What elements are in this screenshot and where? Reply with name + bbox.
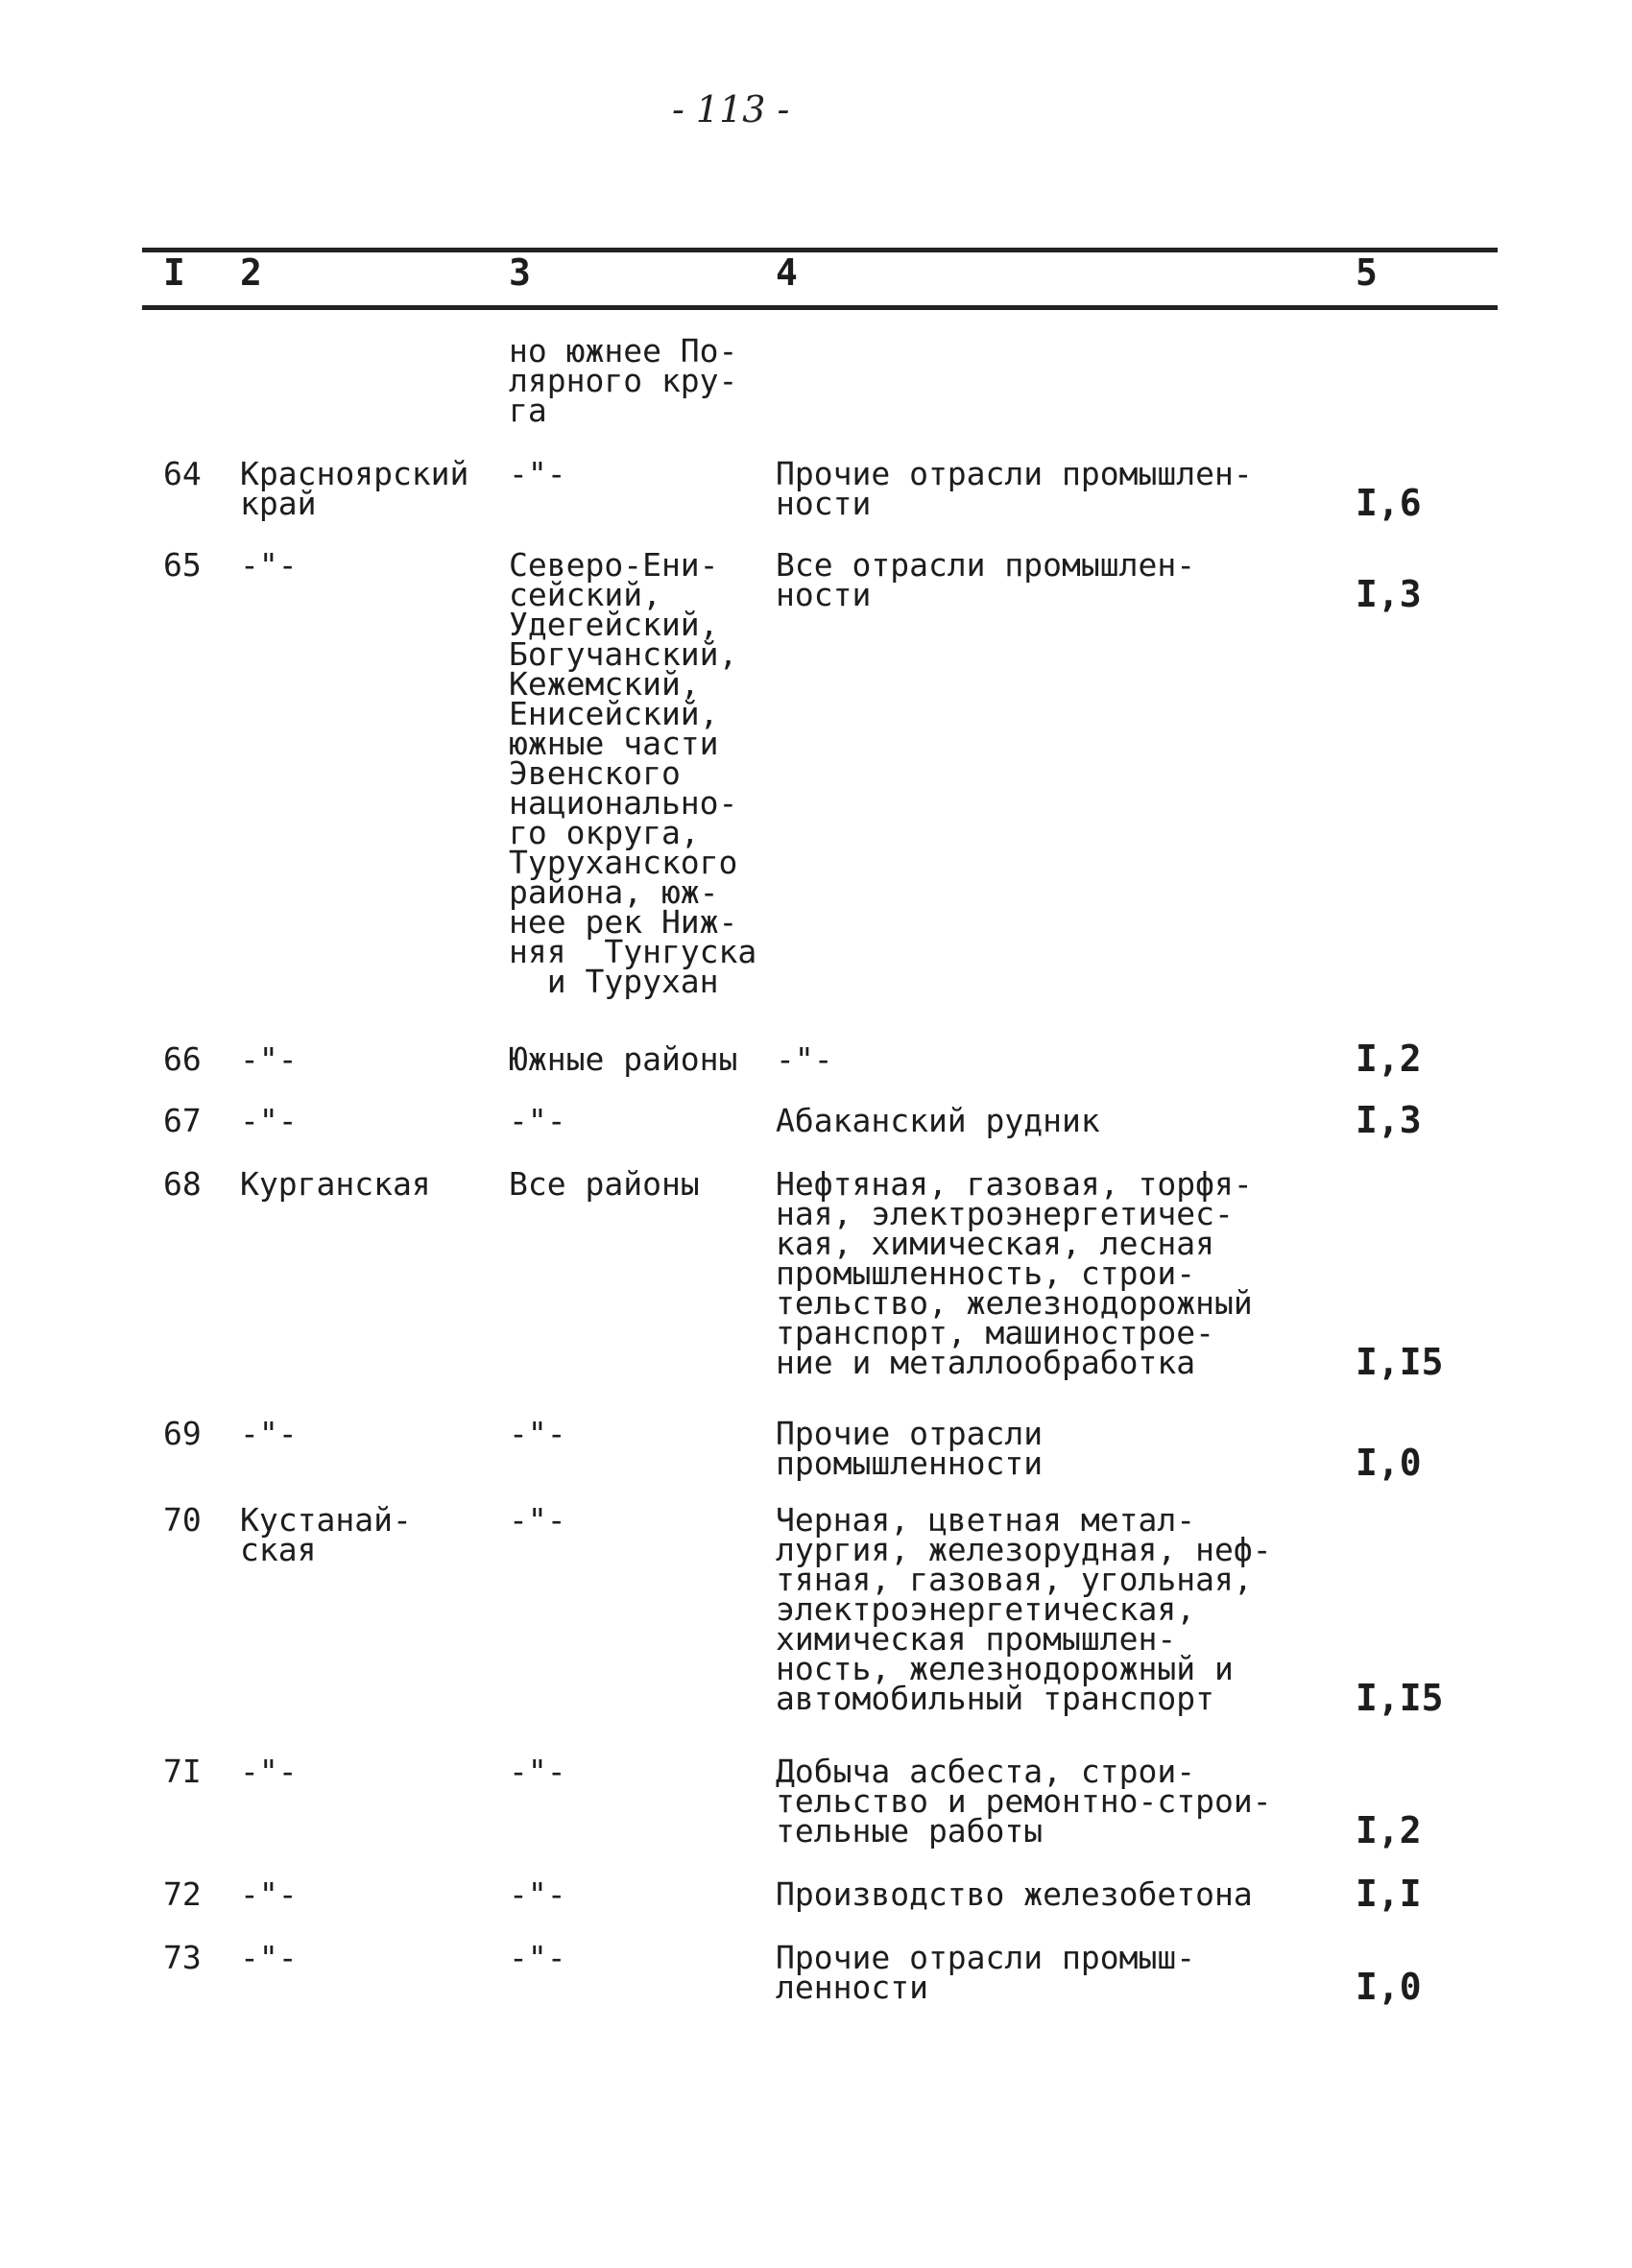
cell-num-70: 70 — [163, 1501, 202, 1539]
cell-num-71: 7I — [163, 1753, 202, 1790]
cell-industry-71: Добыча асбеста, строи- тельство и ремонтно-строи- тельные работы — [776, 1753, 1272, 1850]
cell-num-64: 64 — [163, 455, 202, 492]
cell-region-66: -"- — [240, 1040, 298, 1078]
cell-num-65: 65 — [163, 546, 202, 584]
cell-num-69: 69 — [163, 1415, 202, 1452]
column-header-3: 3 — [509, 251, 531, 294]
cell-area-65: Северо-Ени- сейский, Удегейский, Богучанский, Кежемский, Енисейский, южные части Эвенского национально- го округа, Туруханского района, юж- нее рек Ниж- няя Тунгуска и Турухан — [509, 546, 757, 1000]
cell-coef-69: I,0 — [1356, 1442, 1422, 1484]
cell-num-72: 72 — [163, 1875, 202, 1913]
cell-coef-73: I,0 — [1356, 1966, 1422, 2008]
cell-coef-72: I,I — [1356, 1873, 1422, 1915]
cell-coef-66: I,2 — [1356, 1038, 1422, 1080]
cell-area-69: -"- — [509, 1415, 566, 1452]
cell-area-72: -"- — [509, 1875, 566, 1913]
cell-region-73: -"- — [240, 1939, 298, 1976]
cell-coef-65: I,3 — [1356, 573, 1422, 615]
cell-industry-64: Прочие отрасли промышлен- ности — [776, 455, 1253, 522]
column-header-2: 2 — [240, 251, 262, 294]
cell-industry-67: Абаканский рудник — [776, 1102, 1100, 1139]
cell-industry-73: Прочие отрасли промыш- ленности — [776, 1939, 1196, 2006]
cell-area-64: -"- — [509, 455, 566, 492]
cell-coef-68: I,I5 — [1356, 1341, 1444, 1383]
cell-industry-72: Производство железобетона — [776, 1875, 1253, 1913]
cell-industry-65: Все отрасли промышлен- ности — [776, 546, 1196, 613]
table-header-rule — [142, 305, 1498, 310]
cell-industry-70: Черная, цветная метал- лургия, железорудная, неф- тяная, газовая, угольная, электроэнергетическая, химическая промышлен- ность, железнодорожный и автомобильный транспорт — [776, 1501, 1272, 1717]
column-header-4: 4 — [776, 251, 798, 294]
cell-region-68: Курганская — [240, 1165, 431, 1203]
cell-region-67: -"- — [240, 1102, 298, 1139]
cell-industry-68: Нефтяная, газовая, торфя- ная, электроэнергетичес- кая, химическая, лесная промышленность, строи- тельство, железнодорожный транспорт, машинострое- ние и металлообработка — [776, 1165, 1253, 1381]
cell-num-68: 68 — [163, 1165, 202, 1203]
cell-region-72: -"- — [240, 1875, 298, 1913]
cell-coef-64: I,6 — [1356, 482, 1422, 524]
cell-area-71: -"- — [509, 1753, 566, 1790]
cell-area-70: -"- — [509, 1501, 566, 1539]
cell-industry-66: -"- — [776, 1040, 833, 1078]
cell-coef-71: I,2 — [1356, 1809, 1422, 1851]
cell-area-68: Все районы — [509, 1165, 700, 1203]
column-header-5: 5 — [1356, 251, 1378, 294]
column-header-1: I — [163, 251, 185, 294]
cell-region-64: Красноярский край — [240, 455, 469, 522]
cell-region-70: Кустанай- ская — [240, 1501, 412, 1568]
cell-num-67: 67 — [163, 1102, 202, 1139]
cell-num-73: 73 — [163, 1939, 202, 1976]
cell-coef-70: I,I5 — [1356, 1677, 1444, 1719]
cell-region-69: -"- — [240, 1415, 298, 1452]
cell-area-continuation: но южнее По- лярного кру- га — [509, 332, 738, 429]
cell-area-66: Южные районы — [509, 1040, 738, 1078]
cell-coef-67: I,3 — [1356, 1099, 1422, 1141]
table-top-rule — [142, 248, 1498, 252]
cell-area-67: -"- — [509, 1102, 566, 1139]
cell-region-71: -"- — [240, 1753, 298, 1790]
cell-area-73: -"- — [509, 1939, 566, 1976]
cell-region-65: -"- — [240, 546, 298, 584]
cell-industry-69: Прочие отрасли промышленности — [776, 1415, 1044, 1482]
page-number: - 113 - — [672, 88, 790, 131]
cell-num-66: 66 — [163, 1040, 202, 1078]
